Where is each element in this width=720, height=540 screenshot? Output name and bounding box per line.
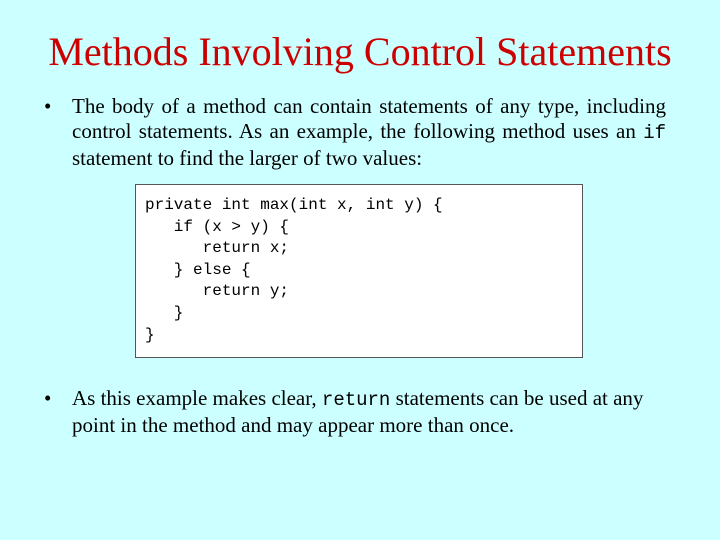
code-line: } else {: [145, 260, 251, 279]
bullet-text: [72, 386, 684, 438]
code-line: return x;: [145, 239, 290, 258]
bullet-marker: •: [44, 386, 52, 410]
bullet-text: [72, 94, 666, 171]
bullet-text-segment: statement to find the larger of two values:: [72, 146, 423, 170]
slide-title: Methods Involving Control Statements: [48, 29, 672, 74]
bullet-text-segment: statements can be used at any point in the method and may appear more than once.: [72, 386, 644, 437]
code-line: }: [145, 325, 155, 344]
bullet-marker: •: [44, 94, 52, 118]
bullet-text-segment: As this example makes clear,: [72, 386, 322, 410]
inline-code: return: [321, 389, 391, 411]
bullet-item: [44, 386, 684, 438]
bullet-item: [44, 94, 666, 171]
inline-code: if: [643, 122, 666, 144]
code-line: private int max(int x, int y) {: [145, 196, 443, 214]
code-block: [135, 184, 583, 358]
bullet-text-segment: The body of a method can contain statements of any type, including control statements. As an example, the following method uses an: [72, 94, 666, 143]
code-line: }: [145, 303, 184, 322]
code-line: return y;: [145, 282, 290, 301]
code-line: if (x > y) {: [145, 217, 290, 236]
